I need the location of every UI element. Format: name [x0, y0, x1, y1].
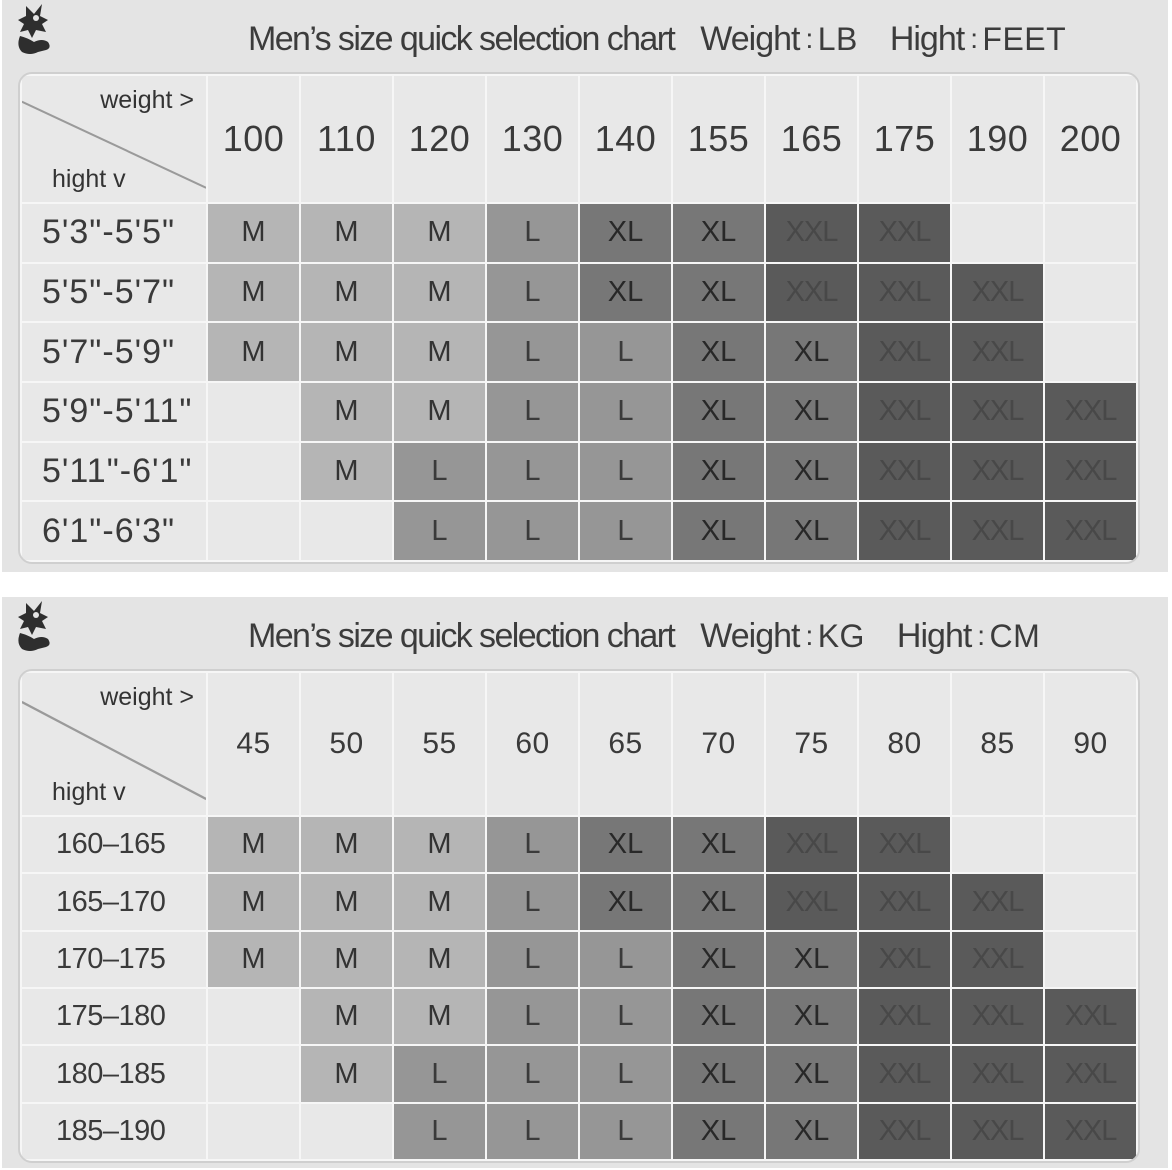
size-cell: L	[579, 382, 672, 442]
size-cell: M	[393, 322, 486, 382]
size-cell: M	[393, 816, 486, 873]
weight-header: 65	[579, 672, 672, 816]
size-grid	[18, 72, 1140, 564]
size-cell: XL	[765, 382, 858, 442]
size-cell: XL	[765, 988, 858, 1045]
size-cell: XXL	[858, 501, 951, 561]
size-cell: M	[300, 873, 393, 930]
size-cell: XL	[672, 873, 765, 930]
size-cell: XXL	[951, 322, 1044, 382]
size-cell: XL	[672, 1103, 765, 1160]
weight-header-row	[21, 75, 1137, 203]
size-cell: XL	[579, 203, 672, 263]
size-cell: L	[486, 873, 579, 930]
weight-unit: KG	[817, 617, 865, 654]
size-cell: XL	[672, 322, 765, 382]
empty-cell	[207, 501, 300, 561]
size-cell: M	[393, 873, 486, 930]
corner-height-label: hight v	[52, 165, 126, 194]
size-cell: M	[300, 203, 393, 263]
size-cell: L	[579, 988, 672, 1045]
size-cell: M	[300, 931, 393, 988]
size-cell: M	[207, 931, 300, 988]
brand-logo-icon	[12, 599, 58, 657]
weight-header: 90	[1044, 672, 1137, 816]
weight-header: 110	[300, 75, 393, 203]
weight-unit: LB	[817, 20, 858, 57]
size-cell: M	[393, 382, 486, 442]
size-cell: XL	[672, 203, 765, 263]
brand-logo-icon	[12, 2, 58, 60]
weight-header: 165	[765, 75, 858, 203]
empty-cell	[207, 382, 300, 442]
size-cell: M	[207, 203, 300, 263]
size-cell: XXL	[951, 501, 1044, 561]
height-range-label: 5'7"-5'9"	[21, 322, 207, 382]
size-cell: XXL	[858, 988, 951, 1045]
size-cell: M	[300, 1045, 393, 1102]
size-cell: M	[300, 988, 393, 1045]
size-chart-panel-kg-cm	[2, 597, 1168, 1168]
size-cell: L	[393, 1045, 486, 1102]
size-cell: XXL	[1044, 1103, 1137, 1160]
weight-header: 190	[951, 75, 1044, 203]
size-cell: XXL	[1044, 501, 1137, 561]
size-cell: L	[486, 931, 579, 988]
size-cell: XXL	[1044, 1045, 1137, 1102]
empty-cell	[1044, 816, 1137, 873]
weight-header-row	[21, 672, 1137, 816]
size-cell: M	[300, 816, 393, 873]
size-cell: XXL	[858, 382, 951, 442]
size-cell: M	[393, 931, 486, 988]
chart-title: Men’s size quick selection chart	[248, 616, 675, 655]
empty-cell	[207, 442, 300, 502]
empty-cell	[207, 1045, 300, 1102]
table-row	[21, 1103, 1137, 1160]
size-cell: XXL	[1044, 988, 1137, 1045]
chart-title-row	[248, 611, 1040, 661]
size-cell: M	[207, 263, 300, 323]
size-cell: L	[393, 1103, 486, 1160]
size-cell: XXL	[951, 382, 1044, 442]
size-cell: XXL	[858, 263, 951, 323]
table-row	[21, 442, 1137, 502]
size-cell: XXL	[858, 1103, 951, 1160]
size-cell: XL	[672, 442, 765, 502]
size-cell: L	[393, 442, 486, 502]
size-cell: XL	[672, 988, 765, 1045]
corner-weight-label: weight >	[100, 86, 194, 114]
size-cell: L	[579, 1103, 672, 1160]
size-cell: XXL	[765, 203, 858, 263]
size-cell: L	[579, 442, 672, 502]
empty-cell	[1044, 263, 1137, 323]
colon-separator: :	[970, 23, 977, 54]
table-row	[21, 873, 1137, 930]
height-range-label: 6'1"-6'3"	[21, 501, 207, 561]
table-row	[21, 203, 1137, 263]
size-cell: M	[207, 816, 300, 873]
height-range-label: 5'9"-5'11"	[21, 382, 207, 442]
size-cell: XL	[672, 263, 765, 323]
height-unit: CM	[989, 617, 1041, 654]
size-cell: M	[300, 322, 393, 382]
size-table	[20, 671, 1138, 1161]
size-cell: XL	[765, 931, 858, 988]
weight-header: 80	[858, 672, 951, 816]
table-row	[21, 501, 1137, 561]
weight-header: 55	[393, 672, 486, 816]
size-cell: XL	[672, 501, 765, 561]
size-cell: M	[393, 263, 486, 323]
empty-cell	[1044, 873, 1137, 930]
size-cell: M	[207, 873, 300, 930]
size-cell: XL	[579, 816, 672, 873]
size-cell: XXL	[951, 931, 1044, 988]
weight-header: 45	[207, 672, 300, 816]
height-range-label: 180–185	[21, 1045, 207, 1102]
size-cell: M	[207, 322, 300, 382]
size-cell: XXL	[858, 931, 951, 988]
size-cell: L	[486, 1045, 579, 1102]
weight-header: 70	[672, 672, 765, 816]
colon-separator: :	[977, 620, 984, 651]
empty-cell	[300, 501, 393, 561]
size-grid	[18, 669, 1140, 1163]
height-range-label: 165–170	[21, 873, 207, 930]
size-cell: XXL	[951, 1045, 1044, 1102]
size-cell: L	[486, 1103, 579, 1160]
size-cell: XXL	[951, 873, 1044, 930]
weight-header: 75	[765, 672, 858, 816]
corner-weight-label: weight >	[100, 683, 194, 711]
weight-label: Weight	[700, 19, 800, 58]
size-cell: XL	[579, 263, 672, 323]
weight-header: 85	[951, 672, 1044, 816]
size-cell: L	[486, 816, 579, 873]
size-cell: XL	[765, 1045, 858, 1102]
size-cell: XXL	[765, 263, 858, 323]
size-cell: M	[393, 203, 486, 263]
empty-cell	[1044, 203, 1137, 263]
size-cell: XL	[765, 1103, 858, 1160]
weight-header: 100	[207, 75, 300, 203]
weight-header: 60	[486, 672, 579, 816]
weight-header: 120	[393, 75, 486, 203]
corner-header	[21, 672, 207, 816]
table-row	[21, 931, 1137, 988]
size-cell: XL	[765, 442, 858, 502]
height-label: Hight	[889, 19, 965, 58]
chart-title: Men’s size quick selection chart	[248, 19, 675, 58]
height-unit: FEET	[982, 20, 1067, 57]
height-range-label: 170–175	[21, 931, 207, 988]
size-cell: L	[393, 501, 486, 561]
size-cell: XXL	[951, 442, 1044, 502]
size-cell: XL	[672, 931, 765, 988]
size-cell: XXL	[858, 873, 951, 930]
weight-header: 155	[672, 75, 765, 203]
empty-cell	[300, 1103, 393, 1160]
corner-height-label: hight v	[52, 778, 126, 807]
size-cell: XXL	[1044, 382, 1137, 442]
weight-header: 140	[579, 75, 672, 203]
size-chart-panel-lb-feet	[2, 0, 1168, 572]
size-cell: XXL	[951, 988, 1044, 1045]
table-row	[21, 1045, 1137, 1102]
empty-cell	[1044, 931, 1137, 988]
height-range-label: 5'3"-5'5"	[21, 203, 207, 263]
size-cell: XL	[672, 816, 765, 873]
size-cell: M	[300, 382, 393, 442]
weight-header: 200	[1044, 75, 1137, 203]
size-cell: XXL	[858, 442, 951, 502]
height-range-label: 160–165	[21, 816, 207, 873]
size-cell: XXL	[858, 322, 951, 382]
weight-header: 175	[858, 75, 951, 203]
size-cell: M	[300, 442, 393, 502]
height-label: Hight	[896, 616, 972, 655]
size-cell: L	[486, 442, 579, 502]
colon-separator: :	[805, 620, 812, 651]
size-cell: L	[486, 263, 579, 323]
size-table	[20, 74, 1138, 562]
table-row	[21, 988, 1137, 1045]
height-range-label: 175–180	[21, 988, 207, 1045]
table-row	[21, 263, 1137, 323]
chart-title-row	[248, 14, 1066, 64]
weight-header: 130	[486, 75, 579, 203]
size-cell: XL	[672, 382, 765, 442]
size-cell: XL	[765, 322, 858, 382]
size-cell: XXL	[765, 873, 858, 930]
empty-cell	[207, 988, 300, 1045]
size-cell: L	[486, 988, 579, 1045]
height-range-label: 5'11"-6'1"	[21, 442, 207, 502]
empty-cell	[207, 1103, 300, 1160]
size-cell: L	[486, 203, 579, 263]
size-cell: XXL	[1044, 442, 1137, 502]
size-cell: XXL	[858, 1045, 951, 1102]
height-range-label: 185–190	[21, 1103, 207, 1160]
size-cell: XXL	[858, 203, 951, 263]
height-range-label: 5'5"-5'7"	[21, 263, 207, 323]
weight-header: 50	[300, 672, 393, 816]
size-cell: L	[579, 501, 672, 561]
size-cell: L	[579, 322, 672, 382]
size-cell: XL	[672, 1045, 765, 1102]
size-cell: L	[486, 382, 579, 442]
table-row	[21, 382, 1137, 442]
table-row	[21, 322, 1137, 382]
size-cell: M	[393, 988, 486, 1045]
size-cell: XXL	[858, 816, 951, 873]
size-cell: L	[579, 1045, 672, 1102]
empty-cell	[951, 203, 1044, 263]
size-cell: XXL	[951, 263, 1044, 323]
table-row	[21, 816, 1137, 873]
size-cell: XXL	[765, 816, 858, 873]
size-rows	[21, 816, 1137, 1160]
size-cell: L	[486, 322, 579, 382]
colon-separator: :	[805, 23, 812, 54]
weight-label: Weight	[700, 616, 800, 655]
empty-cell	[951, 816, 1044, 873]
size-cell: XL	[765, 501, 858, 561]
empty-cell	[1044, 322, 1137, 382]
size-cell: XL	[579, 873, 672, 930]
size-cell: L	[486, 501, 579, 561]
size-cell: L	[579, 931, 672, 988]
size-rows	[21, 203, 1137, 561]
corner-header	[21, 75, 207, 203]
size-cell: M	[300, 263, 393, 323]
size-cell: XXL	[951, 1103, 1044, 1160]
